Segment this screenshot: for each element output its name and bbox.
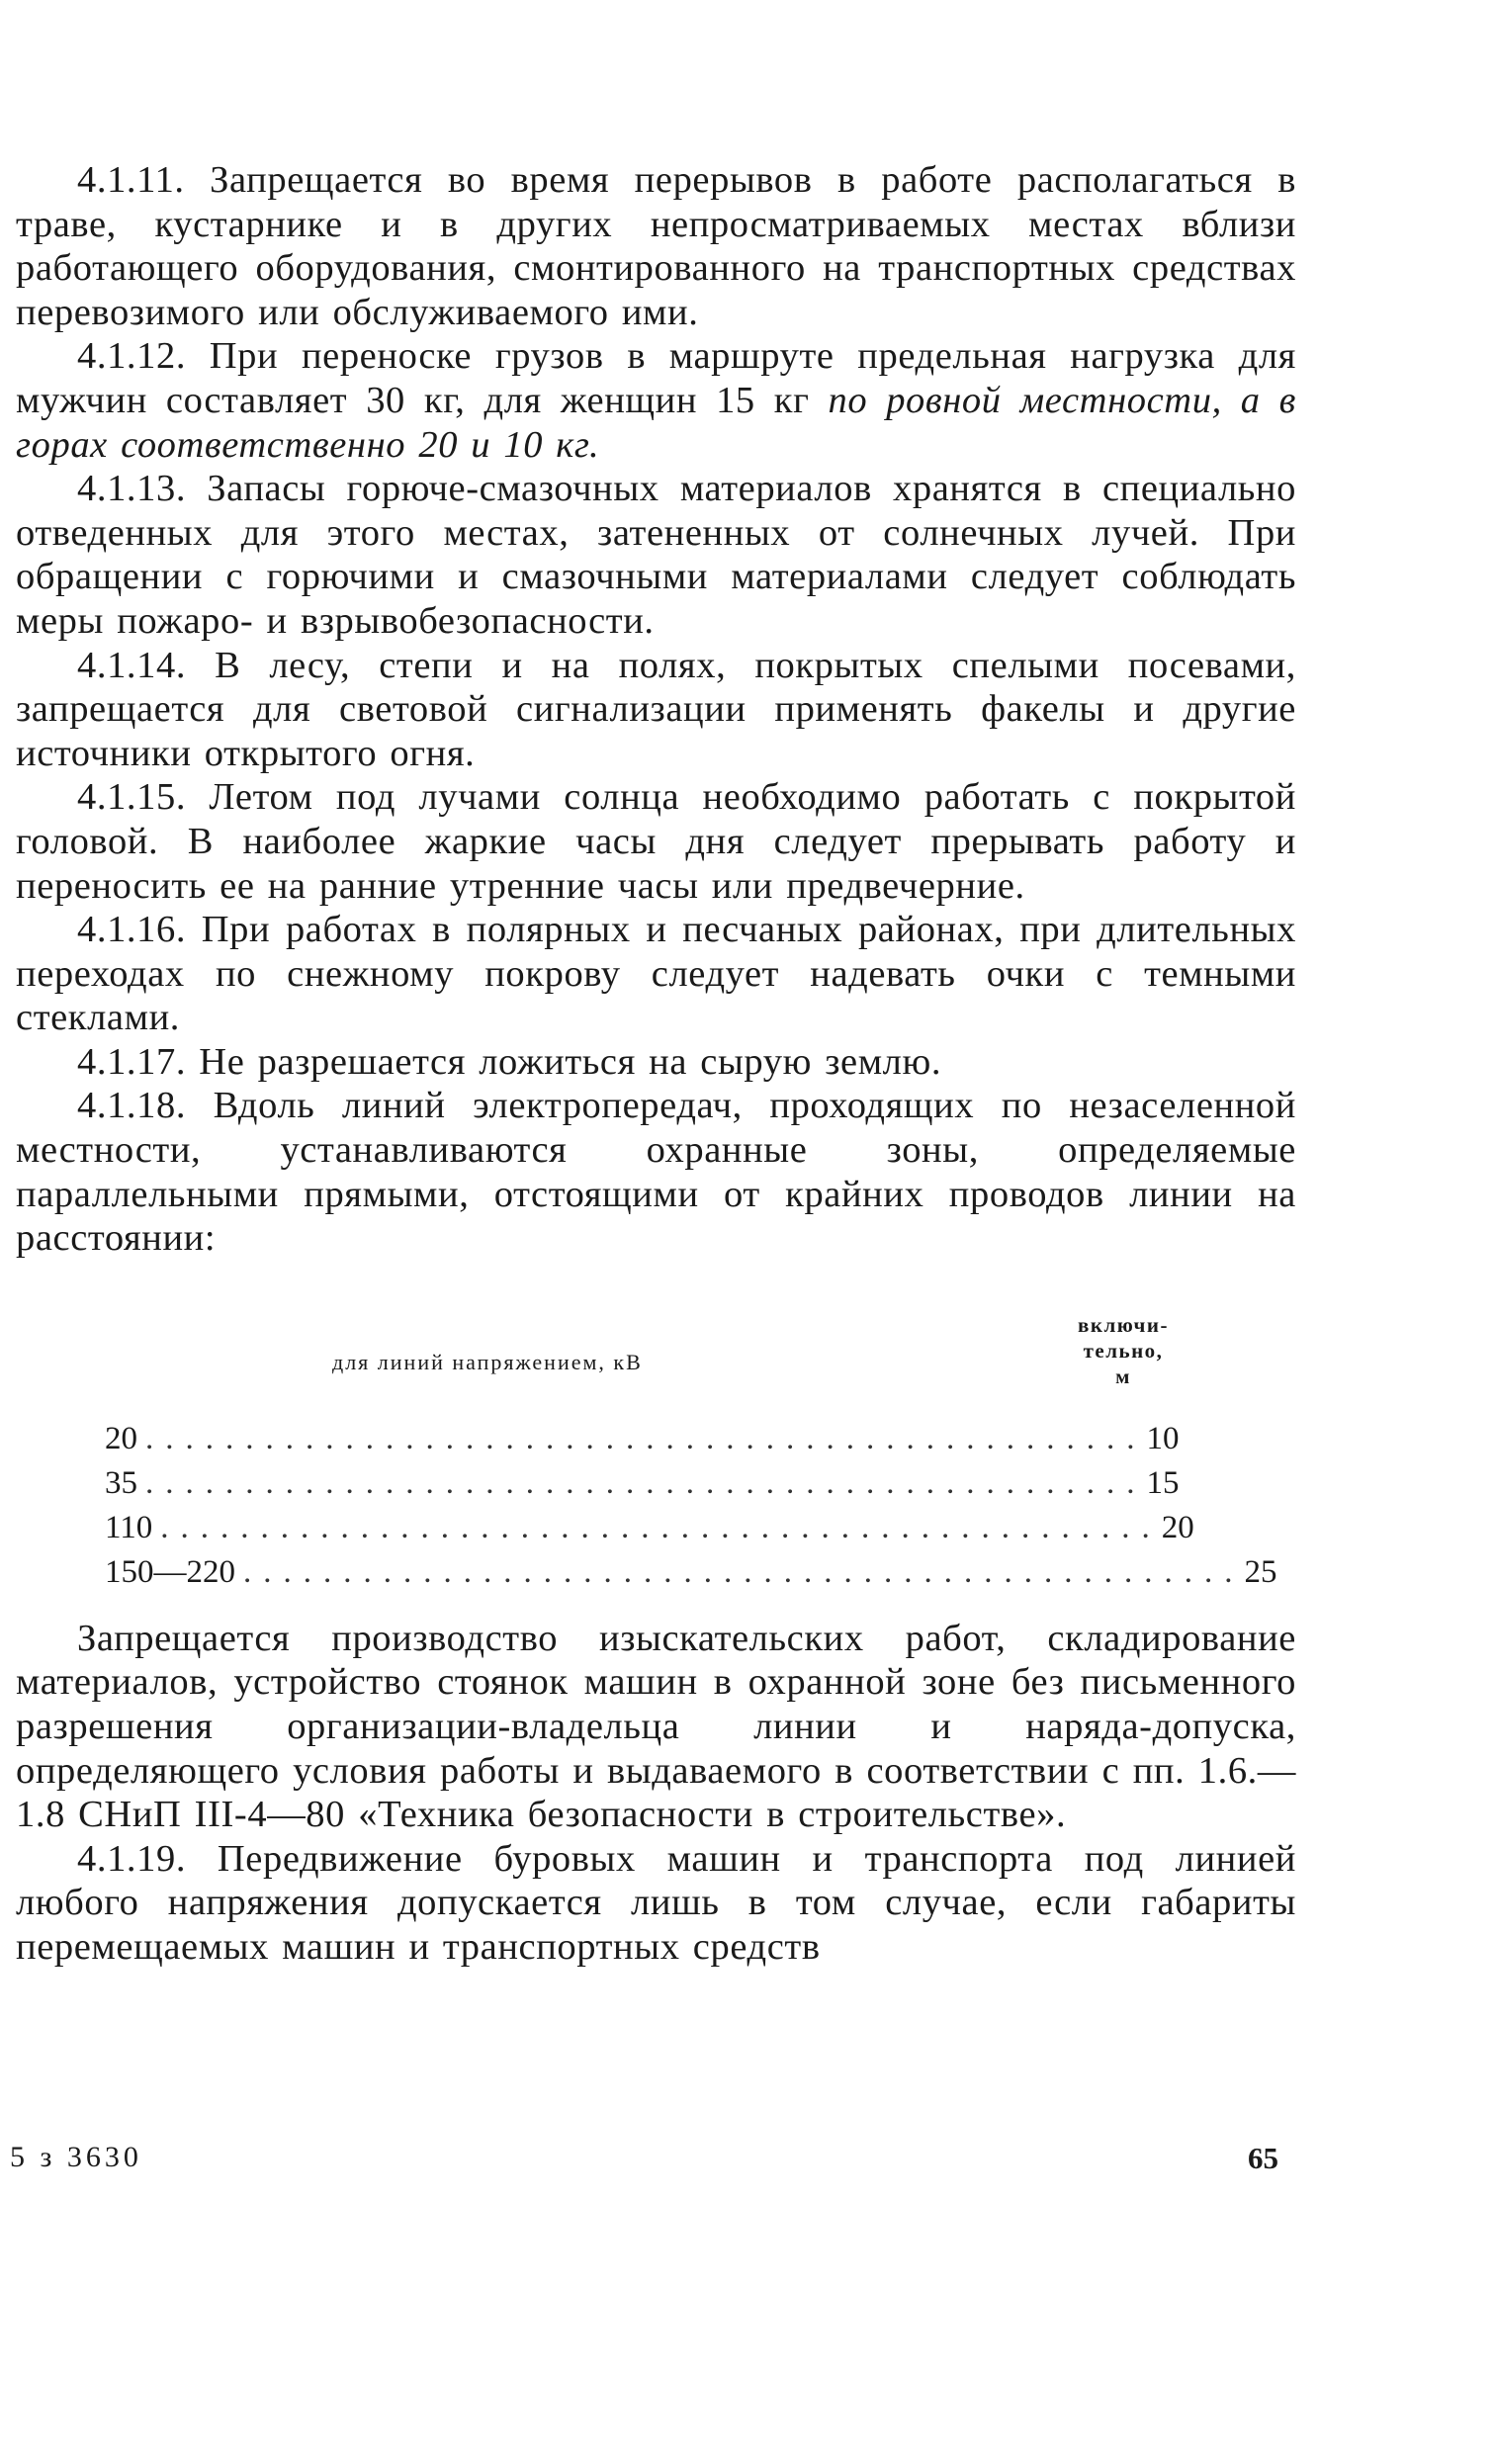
after-table-section: [16, 1617, 1296, 1970]
table-row: [105, 1509, 1194, 1554]
table-voltage-cell: 150—220: [105, 1553, 235, 1590]
leader-dots: ..................................................: [160, 1509, 1162, 1545]
paragraph-4-1-15: 4.1.15. Летом под лучами солнца необходимо работать с покрытой головой. В наиболее жаркие часы дня следует прерывать работу и переносить ее на ранние утренние часы или предвечерние.: [16, 776, 1296, 907]
paragraph-prohibition: Запрещается производство изыскательских работ, складирование материалов, устройство стоянок машин в охранной зоне без письменного разрешения организации-владельца линии и наряда-допуска, определяющего условия работы и выдаваемого в соответствии с пп. 1.6.—1.8 СНиП III-4—80 «Техника безопасности в строительстве».: [16, 1617, 1296, 1836]
table-row: [105, 1464, 1180, 1510]
table-header-distance-line: включи-: [1078, 1312, 1169, 1337]
paragraph-4-1-13: 4.1.13. Запасы горюче-смазочных материалов хранятся в специально отведенных для этого местах, затененных от солнечных лучей. При обращении с горючими и смазочными материалами следует соблюдать меры пожаро- и взрывобезопасности.: [16, 468, 1296, 642]
table-row: [105, 1420, 1180, 1465]
table-header-distance-line: м: [1115, 1364, 1131, 1388]
table-distance-cell: 10: [1146, 1420, 1180, 1456]
table-header-distance-line: тельно,: [1083, 1338, 1164, 1363]
table-rows: [105, 1420, 1277, 1599]
table-voltage-cell: 20: [105, 1420, 137, 1456]
paragraph-4-1-14: 4.1.14. В лесу, степи и на полях, покрытых спелыми посевами, запрещается для световой сигнализации применять факелы и другие источники открытого огня.: [16, 644, 1296, 774]
page-body: [16, 158, 1296, 1970]
table-voltage-cell: 110: [105, 1509, 153, 1545]
table-distance-cell: 20: [1161, 1509, 1194, 1545]
table-voltage-cell: 35: [105, 1464, 137, 1501]
paragraph-4-1-18: 4.1.18. Вдоль линий электропередач, проходящих по незаселенной местности, устанавливаются охранные зоны, определяемые параллельными прямыми, отстоящими от крайних проводов линии на расстоянии:: [16, 1085, 1296, 1260]
paragraph-4-1-12: [16, 334, 1296, 467]
table-distance-cell: 15: [1146, 1464, 1180, 1501]
paragraph-4-1-16: 4.1.16. При работах в полярных и песчаных районах, при длительных переходах по снежному покрову следует надевать очки с темными стеклами.: [16, 909, 1296, 1039]
paragraph-4-1-12-italic: по ровной местности, а в горах соответственно 20 и 10 кг.: [16, 379, 1296, 466]
paragraph-4-1-19: 4.1.19. Передвижение буровых машин и транспорта под линией любого напряжения допускается лишь в том случае, если габариты перемещаемых машин и транспортных средств: [16, 1837, 1296, 1968]
table-header-voltage: для линий напряжением, кВ: [332, 1349, 643, 1374]
paragraph-4-1-17: 4.1.17. Не разрешается ложиться на сырую землю.: [77, 1040, 942, 1083]
page-number: 65: [1248, 2141, 1278, 2175]
table-distance-cell: 25: [1244, 1553, 1277, 1590]
table-row: [105, 1553, 1277, 1599]
printer-signature: 5 з 3630: [10, 2141, 142, 2173]
leader-dots: ..................................................: [243, 1553, 1245, 1590]
paragraph-4-1-11: 4.1.11. Запрещается во время перерывов в работе располагаться в траве, кустарнике и в других непросматриваемых местах вблизи работающего оборудования, смонтированного на транспортных средствах перевозимого или обслуживаемого ими.: [16, 159, 1296, 333]
page-footer: [0, 2141, 1494, 2180]
leader-dots: ..................................................: [145, 1464, 1147, 1501]
table-header-distance: [1039, 1312, 1207, 1389]
paragraph-4-1-12-text: 4.1.12. При переноске грузов в маршруте предельная нагрузка для мужчин составляет 30 кг, для женщин 15 кг: [16, 335, 1296, 421]
leader-dots: ..................................................: [145, 1420, 1147, 1456]
protection-zone-table: [16, 1312, 1296, 1590]
